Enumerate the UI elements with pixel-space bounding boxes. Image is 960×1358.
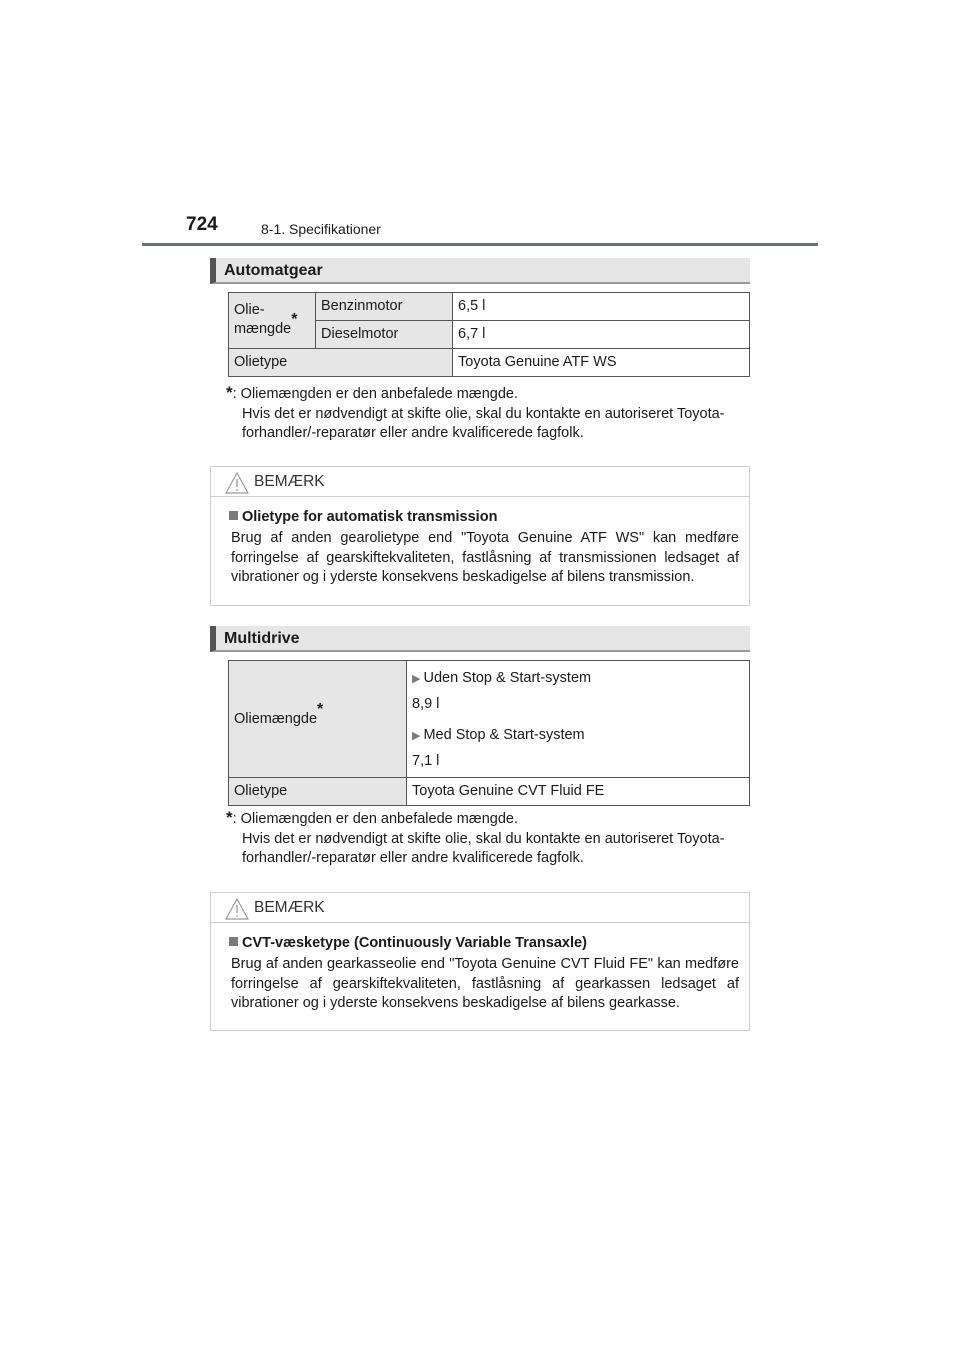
header-rule <box>142 243 818 246</box>
oil-type-value-cell: Toyota Genuine CVT Fluid FE <box>407 778 750 806</box>
notice-subtitle: CVT-væsketype (Continuously Variable Transaxle) <box>229 935 739 951</box>
warning-icon <box>225 472 249 494</box>
table-row <box>229 778 750 806</box>
notice-title: BEMÆRK <box>254 899 325 916</box>
automatgear-table <box>228 292 750 377</box>
section-title: Automatgear <box>224 262 323 279</box>
oil-type-label-cell: Olietype <box>229 349 453 377</box>
notice-title: BEMÆRK <box>254 473 325 490</box>
notice-header <box>211 467 749 497</box>
notice-box <box>210 466 750 606</box>
square-bullet-icon <box>229 937 238 946</box>
notice-text: Brug af anden gearolietype end "Toyota Genuine ATF WS" kan medføre forringelse af gearskiftekvaliteten, fastlåsning af transmissionen ledsaget af vibrationer og i yderste konsekvens beskadigelse af bilens transmission. <box>231 530 739 585</box>
triangle-right-icon: ▶ <box>412 730 421 742</box>
notice-text: Brug af anden gearkasseolie end "Toyota Genuine CVT Fluid FE" kan medføre forringelse af gearskiftekvaliteten, fastlåsning af gearkassen ledsaget af vibrationer og i yderste konsekvens beskadigelse af bilens gearkasse. <box>231 956 739 1011</box>
engine-cell: Benzinmotor <box>316 293 453 321</box>
table-row <box>229 293 750 321</box>
section-title: Multidrive <box>224 630 300 647</box>
oil-type-value-cell: Toyota Genuine ATF WS <box>453 349 750 377</box>
warning-icon <box>225 898 249 920</box>
oil-amount-values-cell: ▶ Uden Stop & Start-system 8,9 l ▶ Med Stop & Start-system 7,1 l <box>407 661 750 778</box>
table-row <box>229 661 750 778</box>
value-cell: 6,5 l <box>453 293 750 321</box>
notice-box <box>210 892 750 1031</box>
notice-subtitle: Olietype for automatisk transmission <box>229 509 739 525</box>
notice-header <box>211 893 749 923</box>
table-row <box>229 349 750 377</box>
oil-amount-label-cell: Olie- mængde* <box>229 293 316 349</box>
page-number: 724 <box>186 214 218 235</box>
oil-type-label-cell: Olietype <box>229 778 407 806</box>
square-bullet-icon <box>229 511 238 520</box>
footnote: *: Oliemængden er den anbefalede mængde. Hvis det er nødvendigt at skifte olie, skal du kontakte en autoriseret Toyota- forhandler/-reparatør eller andre kvalificerede fagfolk. <box>226 808 725 866</box>
chapter-title: 8-1. Specifikationer <box>261 221 381 237</box>
multidrive-table <box>228 660 750 806</box>
engine-cell: Dieselmotor <box>316 321 453 349</box>
triangle-right-icon: ▶ <box>412 673 421 685</box>
section-automatgear <box>210 258 750 284</box>
footnote: *: Oliemængden er den anbefalede mængde. Hvis det er nødvendigt at skifte olie, skal du kontakte en autoriseret Toyota- forhandler/-reparatør eller andre kvalificerede fagfolk. <box>226 383 725 441</box>
value-cell: 6,7 l <box>453 321 750 349</box>
section-multidrive <box>210 626 750 652</box>
oil-amount-label-cell: Oliemængde* <box>229 661 407 778</box>
